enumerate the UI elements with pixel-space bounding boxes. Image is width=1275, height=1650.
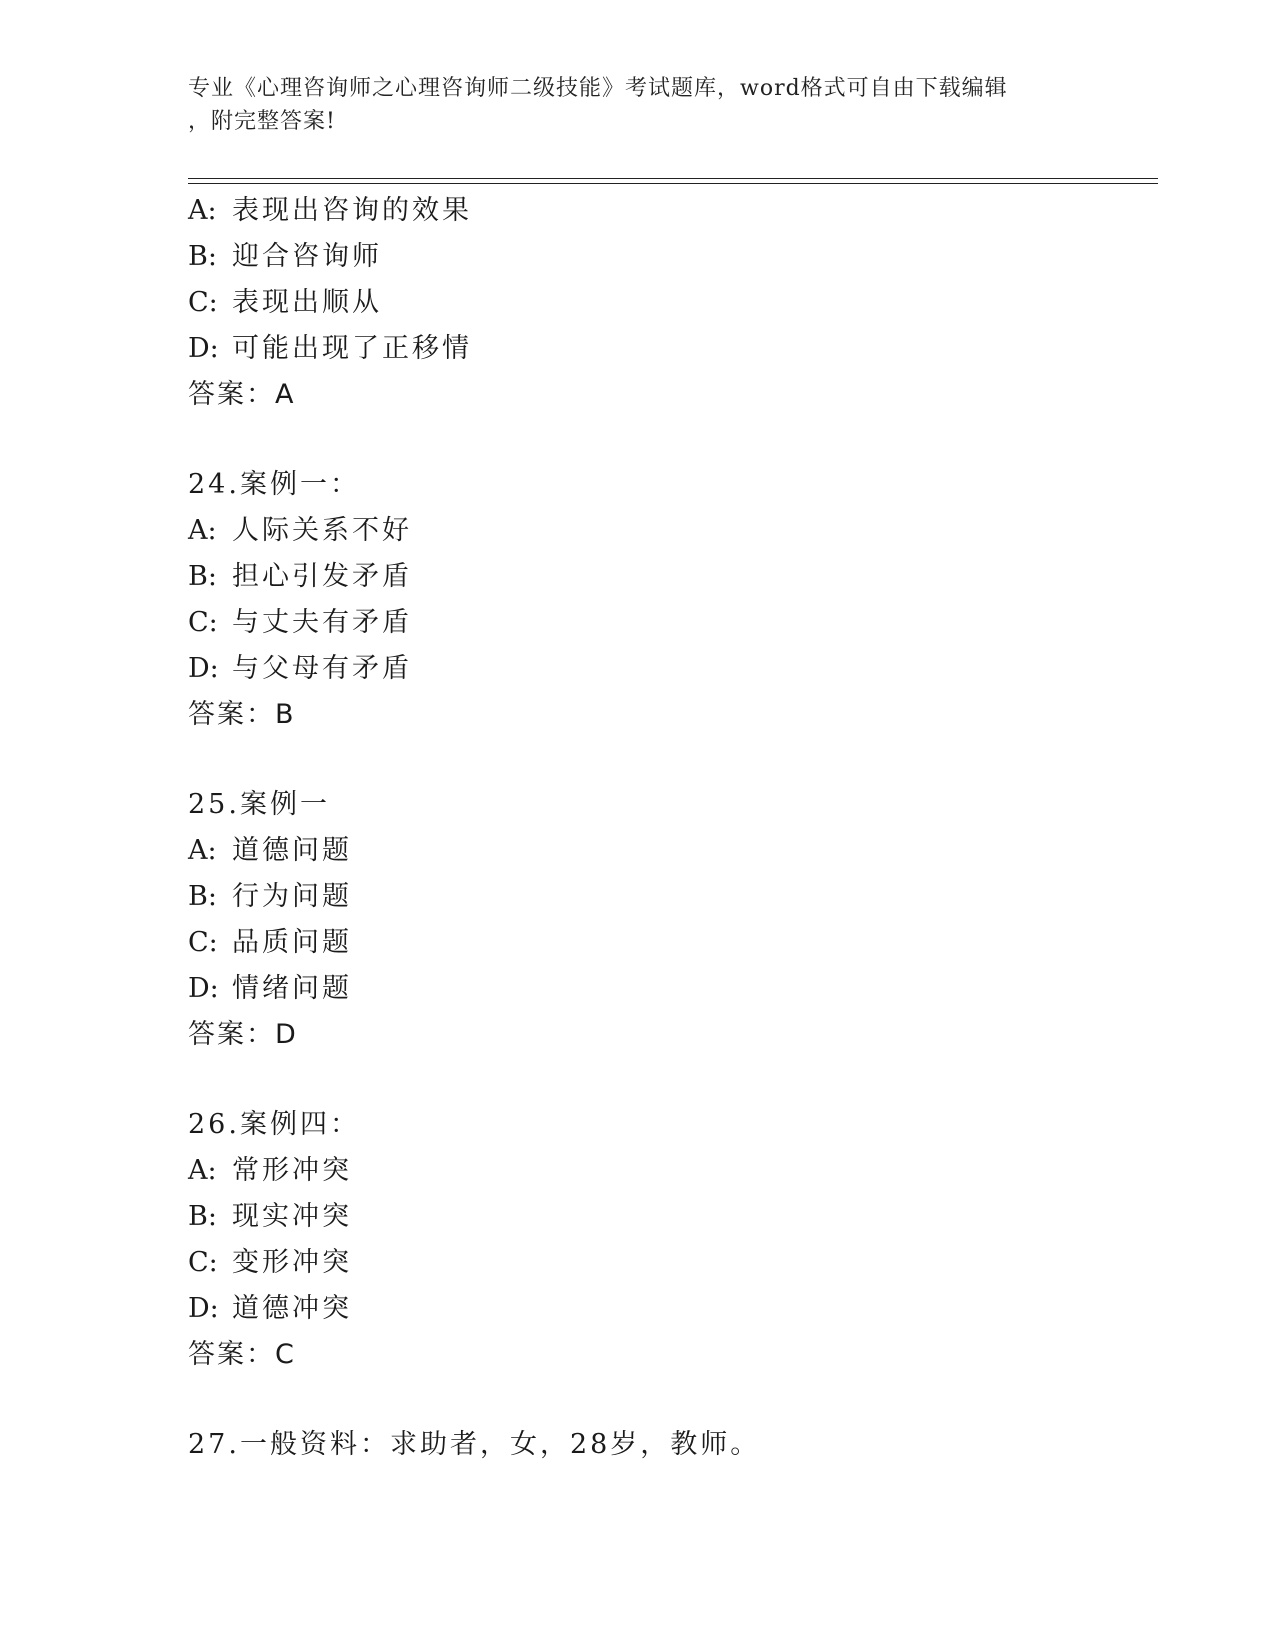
option-a: A: 常形冲突 xyxy=(188,1155,352,1186)
option-c: C: 表现出顺从 xyxy=(188,287,382,318)
answer-line: 答案：D xyxy=(188,1019,298,1050)
option-b: B: 行为问题 xyxy=(188,881,352,912)
question-23-continued xyxy=(188,188,1148,418)
answer-line: 答案：C xyxy=(188,1339,296,1370)
option-d: D: 可能出现了正移情 xyxy=(188,333,472,364)
option-b: B: 迎合咨询师 xyxy=(188,241,382,272)
option-c: C: 与丈夫有矛盾 xyxy=(188,607,412,638)
option-a: A: 道德问题 xyxy=(188,835,352,866)
question-title: 25.案例一 xyxy=(188,789,330,820)
header-divider-bottom xyxy=(188,183,1158,184)
option-a: A: 人际关系不好 xyxy=(188,515,412,546)
option-a: A: 表现出咨询的效果 xyxy=(188,195,472,226)
question-title: 26.案例四： xyxy=(188,1109,360,1140)
question-title: 27.一般资料：求助者，女，28岁，教师。 xyxy=(188,1429,761,1460)
question-title: 24.案例一： xyxy=(188,469,360,500)
option-c: C: 变形冲突 xyxy=(188,1247,352,1278)
option-d: D: 情绪问题 xyxy=(188,973,352,1004)
header-divider-top xyxy=(188,178,1158,179)
option-c: C: 品质问题 xyxy=(188,927,352,958)
option-b: B: 现实冲突 xyxy=(188,1201,352,1232)
header-line-2: ，附完整答案! xyxy=(188,109,336,134)
option-d: D: 道德冲突 xyxy=(188,1293,352,1324)
document-header xyxy=(188,72,1088,138)
answer-line: 答案：B xyxy=(188,699,296,730)
question-25 xyxy=(188,782,1148,1058)
option-d: D: 与父母有矛盾 xyxy=(188,653,412,684)
option-b: B: 担心引发矛盾 xyxy=(188,561,412,592)
question-26 xyxy=(188,1102,1148,1378)
answer-line: 答案：A xyxy=(188,379,296,410)
question-24 xyxy=(188,462,1148,738)
question-27 xyxy=(188,1422,1148,1468)
question-list xyxy=(188,188,1148,1468)
header-line-1: 专业《心理咨询师之心理咨询师二级技能》考试题库，word格式可自由下载编辑 xyxy=(188,76,1008,101)
